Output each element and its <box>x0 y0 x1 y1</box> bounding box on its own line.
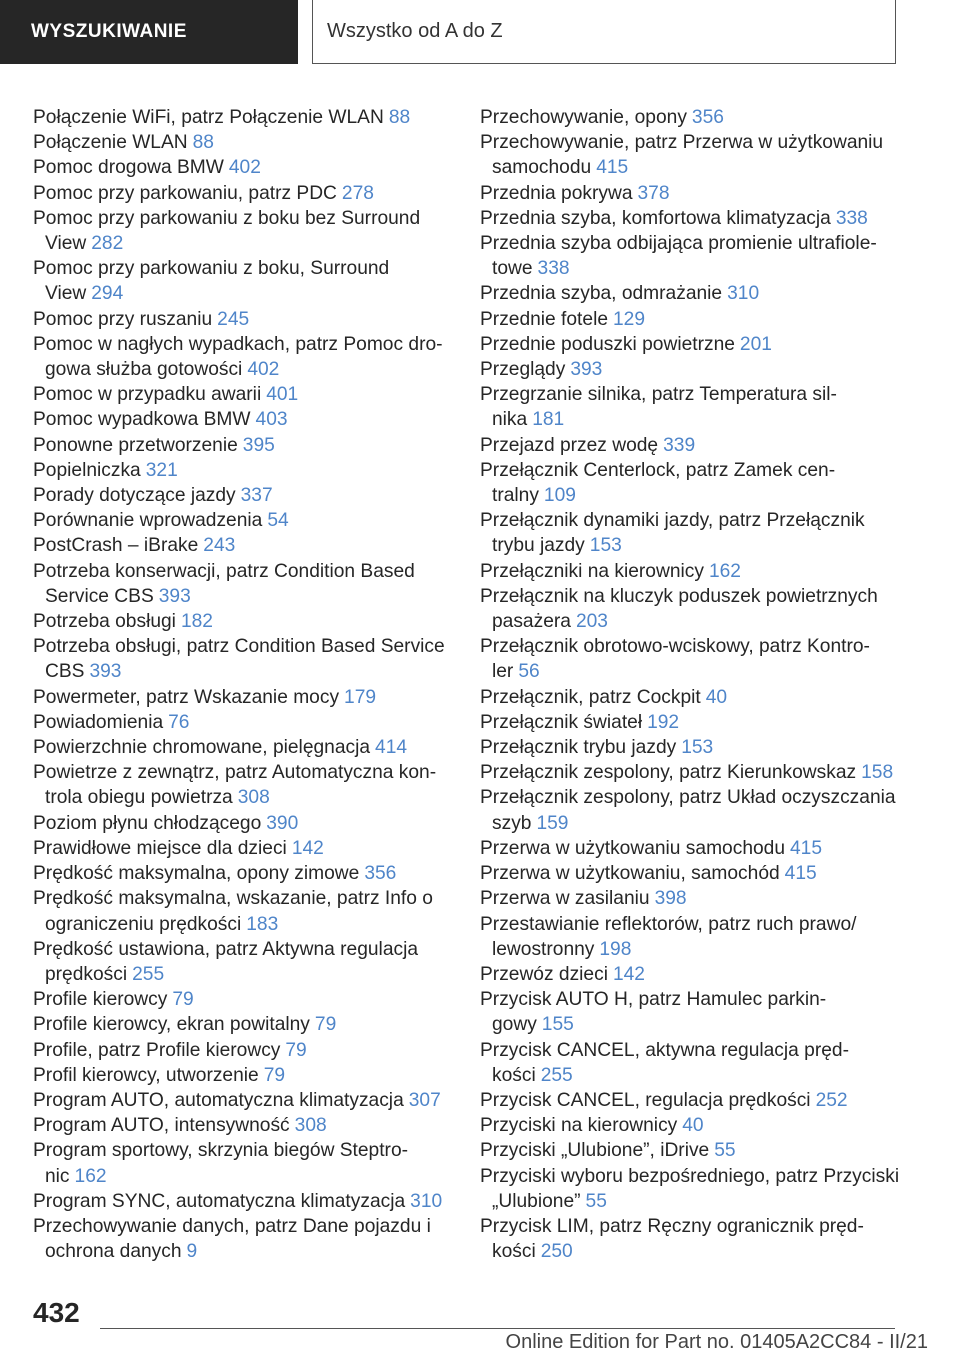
index-entry <box>33 1088 453 1113</box>
index-entry <box>480 332 900 357</box>
index-page-link[interactable]: 76 <box>168 711 190 733</box>
index-entry <box>33 886 453 936</box>
index-entry <box>480 458 900 508</box>
index-entry <box>33 407 453 432</box>
index-page-link[interactable]: 294 <box>91 283 124 305</box>
index-entry-text: Przycisk LIM, patrz Ręczny ogranicznik pręd-kości <box>480 1215 864 1263</box>
index-page-link[interactable]: 55 <box>714 1140 736 1162</box>
index-page-link[interactable]: 415 <box>790 837 823 859</box>
index-entry <box>480 357 900 382</box>
index-page-link[interactable]: 255 <box>540 1064 573 1086</box>
index-page-link[interactable]: 153 <box>681 737 714 759</box>
index-column-right <box>480 105 900 1264</box>
index-entry <box>480 559 900 584</box>
index-entry-text: Przechowywanie, opony <box>480 107 687 128</box>
index-entry <box>480 1113 900 1138</box>
index-page-link[interactable]: 390 <box>266 812 299 834</box>
index-entry <box>480 836 900 861</box>
index-entry <box>33 811 453 836</box>
index-entry <box>480 231 900 281</box>
index-entry-text: Przełącznik trybu jazdy <box>480 737 677 759</box>
index-entry-text: Profil kierowcy, utworzenie <box>33 1064 259 1086</box>
index-page-link[interactable]: 339 <box>663 434 696 456</box>
index-page-link[interactable]: 159 <box>536 812 569 834</box>
page-number: 432 <box>33 1297 80 1328</box>
index-page-link[interactable]: 255 <box>132 963 165 985</box>
index-page-link[interactable]: 310 <box>410 1190 443 1212</box>
index-entry-text: Popielniczka <box>33 459 141 481</box>
index-entry <box>480 584 900 634</box>
index-page-link[interactable]: 245 <box>217 308 250 330</box>
index-page-link[interactable]: 179 <box>344 686 377 708</box>
index-entry-text: Prędkość maksymalna, wskazanie, patrz Info o ograniczeniu prędkości <box>33 888 433 935</box>
index-entry-text: Porównanie wprowadzenia <box>33 510 263 532</box>
index-entry-text: Pomoc przy parkowaniu, patrz PDC <box>33 182 337 204</box>
index-entry-text: Pomoc w nagłych wypadkach, patrz Pomoc dro-gowa służba gotowości <box>33 333 443 381</box>
index-entry <box>480 1138 900 1163</box>
index-column-left <box>33 105 453 1264</box>
index-page-link[interactable]: 378 <box>637 182 670 204</box>
index-entry-text: Pomoc przy parkowaniu z boku, Surround View <box>33 258 390 305</box>
index-entry-text: Przednia szyba, komfortowa klimatyzacja <box>480 207 831 229</box>
index-entry <box>480 962 900 987</box>
index-entry-text: Powiadomienia <box>33 711 164 733</box>
index-page-link[interactable]: 40 <box>682 1115 704 1137</box>
index-entry-text: Pomoc wypadkowa BMW <box>33 409 251 431</box>
index-entry-text: Przegrzanie silnika, patrz Temperatura sil-nika <box>480 384 837 431</box>
index-entry-text: Przednia szyba, odmrażanie <box>480 283 723 305</box>
index-entry <box>480 634 900 684</box>
index-entry-text: Program SYNC, automatyczna klimatyzacja <box>33 1190 406 1212</box>
index-page-link[interactable]: 415 <box>596 157 629 179</box>
index-entry-text: Program sportowy, skrzynia biegów Steptro-nic <box>33 1140 409 1187</box>
index-page-link[interactable]: 79 <box>285 1039 307 1061</box>
index-entry-text: Pomoc przy ruszaniu <box>33 308 213 330</box>
index-entry <box>480 433 900 458</box>
index-entry-text: Połączenie WiFi, patrz Połączenie WLAN <box>33 107 384 128</box>
index-page-link[interactable]: 56 <box>518 661 540 683</box>
index-entry-text: Pomoc przy parkowaniu z boku bez Surround View <box>33 207 421 255</box>
index-page-link[interactable]: 250 <box>540 1241 573 1263</box>
index-entry <box>33 307 453 332</box>
index-entry-text: Przednia pokrywa <box>480 182 633 204</box>
index-entry <box>33 1063 453 1088</box>
index-page-link[interactable]: 142 <box>612 963 645 985</box>
index-entry <box>480 1088 900 1113</box>
index-entry <box>480 382 900 432</box>
index-entry-text: Przerwa w użytkowaniu samochodu <box>480 837 786 859</box>
index-entry <box>480 508 900 558</box>
index-page-link[interactable]: 393 <box>89 661 122 683</box>
index-entry-text: Przeglądy <box>480 359 566 381</box>
index-entry <box>480 685 900 710</box>
index-page-link[interactable]: 79 <box>314 1014 337 1036</box>
index-entry-text: Profile kierowcy <box>33 989 168 1011</box>
index-page-link[interactable]: 88 <box>388 107 411 128</box>
index-page-link[interactable]: 142 <box>291 837 324 859</box>
index-entry-text: Przerwa w zasilaniu <box>480 888 650 910</box>
index-entry-text: Pomoc w przypadku awarii <box>33 384 262 406</box>
index-entry <box>33 533 453 558</box>
index-entry <box>33 1038 453 1063</box>
index-entry-text: Powermeter, patrz Wskazanie mocy <box>33 686 340 708</box>
index-page-link[interactable]: 310 <box>727 283 760 305</box>
index-entry <box>480 1214 900 1264</box>
index-entry-text: Przestawianie reflektorów, patrz ruch prawo/ lewostronny <box>480 913 857 960</box>
index-entry <box>33 130 453 155</box>
index-entry-text: Przycisk CANCEL, regulacja prędkości <box>480 1089 811 1111</box>
index-entry-text: Przełącznik zespolony, patrz Kierunkowskaz <box>480 762 857 784</box>
index-entry-text: Przyciski wyboru bezpośredniego, patrz Przyciski „Ulubione” <box>480 1165 900 1212</box>
index-entry-text: Przełącznik, patrz Cockpit <box>480 686 701 708</box>
index-entry <box>33 1189 453 1214</box>
index-entry-text: Przełącznik na kluczyk poduszek powietrznych pasażera <box>480 585 878 633</box>
index-page-link[interactable]: 182 <box>180 611 213 633</box>
index-page-link[interactable]: 414 <box>375 737 408 759</box>
index-entry <box>33 710 453 735</box>
index-entry <box>33 155 453 180</box>
index-entry-text: Prędkość ustawiona, patrz Aktywna regulacja prędkości <box>33 938 419 985</box>
index-entry-text: Przechowywanie, patrz Przerwa w użytkowaniu samochodu <box>480 132 884 179</box>
index-entry-text: Przełącznik świateł <box>480 711 643 733</box>
index-entry <box>33 987 453 1012</box>
index-entry <box>33 181 453 206</box>
index-page-link[interactable]: 282 <box>91 233 124 255</box>
index-page-link[interactable]: 338 <box>835 207 868 229</box>
index-entry-text: Program AUTO, intensywność <box>33 1115 290 1137</box>
index-entry-text: Przełącznik zespolony, patrz Układ oczyszczania szyb <box>480 787 896 834</box>
index-entry-text: Przyciski na kierownicy <box>480 1115 678 1137</box>
index-entry <box>33 836 453 861</box>
index-entry <box>33 105 453 130</box>
index-entry-text: Przełącznik Centerlock, patrz Zamek cen-tralny <box>480 459 836 507</box>
index-entry <box>480 1164 900 1214</box>
index-page-link[interactable]: 54 <box>267 510 289 532</box>
index-page-link[interactable]: 79 <box>172 989 194 1011</box>
footer-divider <box>100 1328 895 1329</box>
index-page-link[interactable]: 153 <box>589 535 622 557</box>
index-page-link[interactable]: 79 <box>263 1064 286 1086</box>
index-entry <box>480 886 900 911</box>
index-entry-text: Przycisk CANCEL, aktywna regulacja pręd-kości <box>480 1039 849 1086</box>
index-page-link[interactable]: 158 <box>861 762 894 784</box>
index-entry <box>33 1012 453 1037</box>
index-page-link[interactable]: 398 <box>654 888 687 910</box>
index-entry <box>33 382 453 407</box>
header <box>0 0 960 66</box>
index-entry-text: Przyciski „Ulubione”, iDrive <box>480 1140 710 1162</box>
index-page-link[interactable]: 402 <box>247 359 280 381</box>
index-page-link[interactable]: 155 <box>541 1014 574 1036</box>
index-entry <box>33 508 453 533</box>
index-page-link[interactable]: 162 <box>74 1165 107 1187</box>
index-entry <box>480 307 900 332</box>
index-entry <box>480 1038 900 1088</box>
index-page-link[interactable]: 395 <box>242 434 275 456</box>
index-entry <box>480 912 900 962</box>
index-entry-text: Powietrze z zewnątrz, patrz Automatyczna kon-trola obiegu powietrza <box>33 762 437 809</box>
index-entry <box>33 1113 453 1138</box>
index-entry-text: Profile, patrz Profile kierowcy <box>33 1039 281 1061</box>
index-entry-text: Ponowne przetworzenie <box>33 434 238 456</box>
index-page-link[interactable]: 201 <box>739 333 772 355</box>
index-entry <box>33 861 453 886</box>
index-entry <box>480 181 900 206</box>
index-entry-text: Przerwa w użytkowaniu, samochód <box>480 863 780 885</box>
index-entry-text: Przewóz dzieci <box>480 963 608 985</box>
index-page-link[interactable]: 278 <box>341 182 374 204</box>
index-entry <box>33 458 453 483</box>
index-entry-text: Potrzeba obsługi, patrz Condition Based Service CBS <box>33 636 445 683</box>
index-entry-text: Przechowywanie danych, patrz Dane pojazdu i ochrona danych <box>33 1215 431 1263</box>
index-entry-text: PostCrash – iBrake <box>33 535 199 557</box>
index-entry <box>33 256 453 306</box>
chapter-title: Wszystko od A do Z <box>312 0 896 64</box>
index-page-link[interactable]: 198 <box>599 938 632 960</box>
index-entry-text: Potrzeba konserwacji, patrz Condition Based Service CBS <box>33 560 415 607</box>
index-page-link[interactable]: 393 <box>570 359 603 381</box>
index-entry <box>480 760 900 785</box>
index-entry <box>480 281 900 306</box>
index-entry-text: Przełącznik obrotowo-wciskowy, patrz Kontro-ler <box>480 636 870 683</box>
index-entry <box>33 483 453 508</box>
index-entry <box>480 785 900 835</box>
index-page-link[interactable]: 393 <box>158 585 191 607</box>
index-page-link[interactable]: 403 <box>255 409 288 431</box>
index-entry <box>33 685 453 710</box>
index-entry-text: Potrzeba obsługi <box>33 611 176 633</box>
index-entry-text: Prawidłowe miejsce dla dzieci <box>33 837 287 859</box>
index-entry-text: Przejazd przez wodę <box>480 434 659 456</box>
index-page-link[interactable]: 356 <box>691 107 724 128</box>
index-entry <box>480 206 900 231</box>
index-entry-text: Połączenie WLAN <box>33 132 188 154</box>
index-entry-text: Powierzchnie chromowane, pielęgnacja <box>33 737 371 759</box>
index-entry <box>33 634 453 684</box>
index-entry <box>480 735 900 760</box>
index-entry <box>33 433 453 458</box>
index-page-link[interactable]: 109 <box>543 485 576 507</box>
index-page-link[interactable]: 129 <box>613 308 646 330</box>
index-page-link[interactable]: 402 <box>228 157 261 179</box>
index-page-link[interactable]: 162 <box>708 560 741 582</box>
index-page-link[interactable]: 252 <box>815 1089 848 1111</box>
index-page-link[interactable]: 9 <box>186 1241 198 1263</box>
index-page-link[interactable]: 55 <box>585 1190 607 1212</box>
index-page-link[interactable]: 181 <box>532 409 565 431</box>
footer-edition: Online Edition for Part no. 01405A2CC84 - II/21 <box>505 1331 928 1353</box>
index-entry-text: Prędkość maksymalna, opony zimowe <box>33 863 360 885</box>
index-entry-text: Pomoc drogowa BMW <box>33 157 224 179</box>
index-entry <box>480 861 900 886</box>
index-entry-text: Porady dotyczące jazdy <box>33 485 236 507</box>
index-page-link[interactable]: 203 <box>575 611 608 633</box>
index-entry <box>33 1214 453 1264</box>
index-entry <box>480 987 900 1037</box>
index-entry-text: Przednie poduszki powietrzne <box>480 333 735 355</box>
index-page-link[interactable]: 415 <box>784 863 817 885</box>
index-entry <box>480 710 900 735</box>
index-page-link[interactable]: 356 <box>364 863 397 885</box>
index-entry <box>33 206 453 256</box>
index-page-link[interactable]: 192 <box>647 711 680 733</box>
index-page-link[interactable]: 88 <box>192 132 214 154</box>
index-entry <box>33 735 453 760</box>
index-entry <box>33 937 453 987</box>
index-entry-text: Poziom płynu chłodzącego <box>33 812 262 834</box>
index-entry <box>33 1138 453 1188</box>
index-page-link[interactable]: 243 <box>203 535 236 557</box>
index-entry <box>33 609 453 634</box>
index-entry <box>33 760 453 810</box>
index-entry-text: Przełącznik dynamiki jazdy, patrz Przełącznik trybu jazdy <box>480 510 865 557</box>
index-entry <box>480 105 900 130</box>
index-page-link[interactable]: 401 <box>266 384 299 406</box>
index-entry-text: Przednie fotele <box>480 308 608 330</box>
index-entry-text: Przełączniki na kierownicy <box>480 560 704 582</box>
section-tab[interactable]: WYSZUKIWANIE <box>0 0 298 64</box>
index-page-link[interactable]: 321 <box>145 459 178 481</box>
index-page-link[interactable]: 40 <box>705 686 728 708</box>
index-entry <box>480 130 900 180</box>
index-entry-text: Przednia szyba odbijająca promienie ultrafiole-towe <box>480 233 877 280</box>
index-page-link[interactable]: 308 <box>294 1115 327 1137</box>
index-entry-text: Przycisk AUTO H, patrz Hamulec parkin-gowy <box>480 989 827 1036</box>
index-page-link[interactable]: 308 <box>237 787 270 809</box>
index-entry <box>33 332 453 382</box>
index-page-link[interactable]: 337 <box>240 485 273 507</box>
index-entry-text: Profile kierowcy, ekran powitalny <box>33 1014 310 1036</box>
index-page-link[interactable]: 307 <box>408 1089 441 1111</box>
index-page-link[interactable]: 183 <box>246 913 279 935</box>
index-entry <box>33 559 453 609</box>
index-page-link[interactable]: 338 <box>537 258 570 280</box>
index-entry-text: Program AUTO, automatyczna klimatyzacja <box>33 1089 404 1111</box>
